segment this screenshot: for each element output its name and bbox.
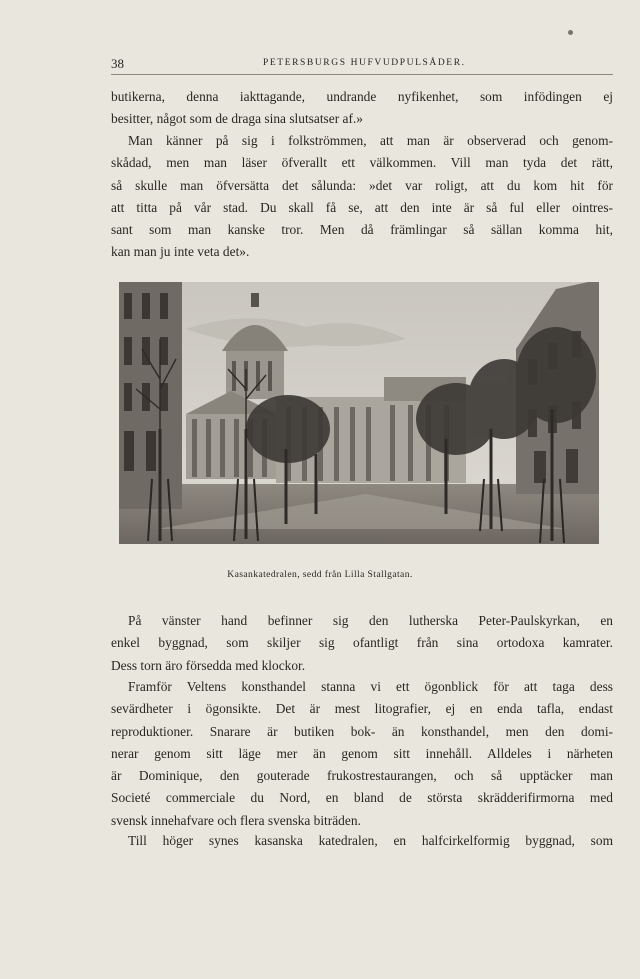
ink-speck bbox=[568, 30, 573, 35]
figure-caption: Kasankatedralen, sedd från Lilla Stallgatan. bbox=[227, 569, 413, 580]
text-line: sevärdheter i ögonsikte. Det är mest litografier, ej en enda tafla, endast bbox=[111, 701, 613, 717]
text-line: kan man ju inte veta det». bbox=[111, 244, 250, 260]
text-line: sant som man kanske tror. Men då främlingar så sällan komma hit, bbox=[111, 222, 613, 238]
paragraph-4 bbox=[111, 676, 613, 832]
cathedral-illustration bbox=[116, 279, 602, 547]
header-rule bbox=[111, 74, 613, 75]
text-line: På vänster hand befinner sig den lutherska Peter-Paulskyrkan, en bbox=[128, 613, 613, 628]
text-line: Man känner på sig i folkströmmen, att man är observerad och genom- bbox=[128, 133, 613, 148]
text-line: Dess torn äro försedda med klockor. bbox=[111, 657, 306, 673]
text-line: Framför Veltens konsthandel stanna vi ett ögonblick för att taga dess bbox=[128, 679, 613, 694]
page-number: 38 bbox=[111, 56, 124, 71]
text-line: Societé commerciale du Nord, en bland de största skrädderifirmorna med bbox=[111, 790, 613, 806]
text-line: nerar genom sitt läge mer än genom sitt innehåll. Alldeles i närheten bbox=[111, 745, 613, 761]
text-line: att titta på vår stad. Du skall få se, att den inte är så ful eller ointres- bbox=[111, 199, 613, 215]
text-line: Till höger synes kasanska katedralen, en halfcirkelformig byggnad, som bbox=[128, 833, 613, 848]
page-header bbox=[111, 56, 613, 74]
text-line: svensk innehafvare och flera svenska biträden. bbox=[111, 812, 361, 828]
cathedral-engraving bbox=[116, 279, 602, 547]
text-line: så skulle man öfversätta det sålunda: »det var roligt, att du kom hit för bbox=[111, 177, 613, 193]
paragraph-1 bbox=[111, 86, 613, 131]
text-line: butikerna, denna iakttagande, undrande nyfikenhet, som infödingen ej bbox=[111, 89, 613, 104]
running-head: PETERSBURGS HUFVUDPULSÅDER. bbox=[263, 58, 466, 68]
paragraph-3 bbox=[111, 610, 613, 677]
paragraph-2 bbox=[111, 130, 613, 264]
text-line: reproduktioner. Snarare är butiken bok- än konsthandel, men den domi- bbox=[111, 723, 613, 739]
text-line: är Dominique, den gouterade frukostrestaurangen, och så upptäcker man bbox=[111, 768, 613, 784]
text-line: skådad, men man läser öfverallt ett välkommen. Vill man tyda det rätt, bbox=[111, 155, 613, 171]
text-line: enkel byggnad, som skiljer sig ofantligt från sina ortodoxa kamrater. bbox=[111, 635, 613, 651]
text-line: besitter, något som de draga sina slutsatser af.» bbox=[111, 111, 363, 127]
paragraph-5 bbox=[111, 830, 613, 852]
